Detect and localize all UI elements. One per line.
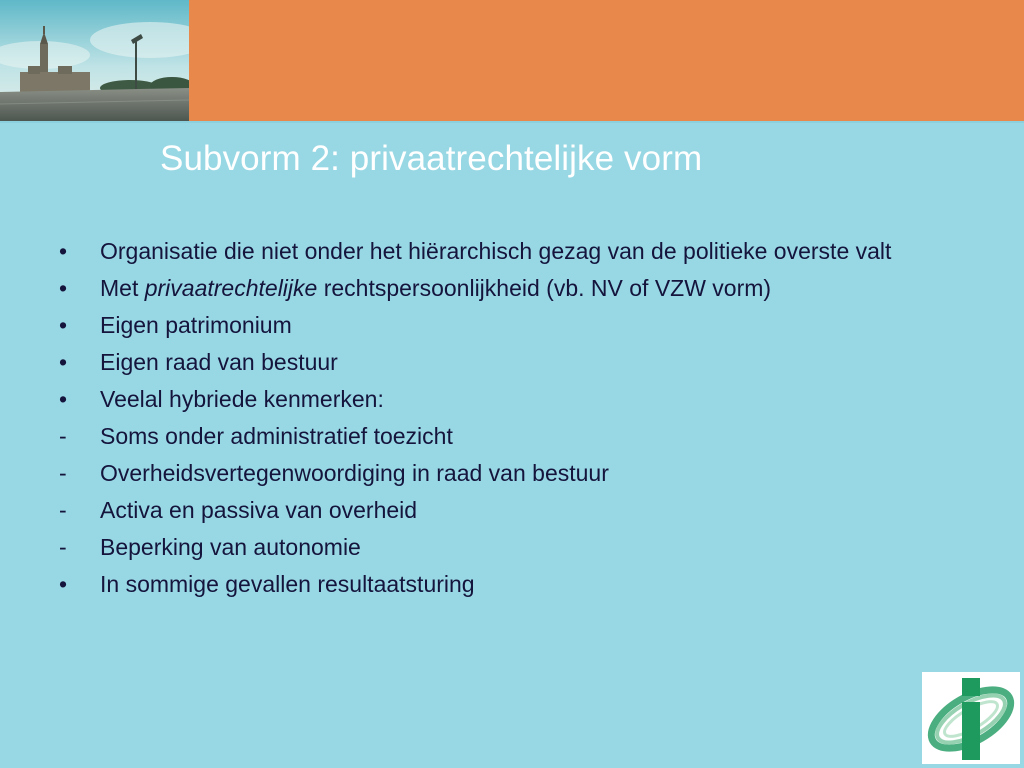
list-item (56, 348, 956, 376)
list-item-text: In sommige gevallen resultaatsturing (100, 571, 475, 597)
bullet-marker: • (59, 275, 68, 301)
list-item-text: Soms onder administratief toezicht (100, 423, 453, 449)
dash-marker: - (59, 460, 67, 486)
list-item (56, 385, 956, 413)
header-divider (0, 121, 1024, 123)
list-item (56, 533, 956, 561)
bullet-list (56, 237, 956, 607)
bullet-marker: • (59, 312, 68, 338)
banner-city-photo (0, 0, 189, 121)
bullet-marker: • (59, 386, 68, 412)
list-item (56, 496, 956, 524)
list-item-text: Beperking van autonomie (100, 534, 361, 560)
slide-title: Subvorm 2: privaatrechtelijke vorm (160, 139, 703, 178)
list-item-text: Overheidsvertegenwoordiging in raad van bestuur (100, 460, 609, 486)
dash-marker: - (59, 534, 67, 560)
organization-logo (922, 672, 1020, 764)
list-item (56, 311, 956, 339)
list-item (56, 459, 956, 487)
list-item-text: Veelal hybriede kenmerken: (100, 386, 384, 412)
list-item-text-suffix: rechtspersoonlijkheid (vb. NV of VZW vorm) (317, 275, 772, 301)
list-item (56, 422, 956, 450)
list-item-text: Eigen patrimonium (100, 312, 292, 338)
list-item-text-prefix: Met (100, 275, 145, 301)
list-item (56, 570, 956, 598)
list-item-text: Eigen raad van bestuur (100, 349, 338, 375)
list-item (56, 274, 956, 302)
bullet-marker: • (59, 571, 68, 597)
list-item (56, 237, 956, 265)
bullet-marker: • (59, 349, 68, 375)
list-item-emphasis: privaatrechtelijke (144, 275, 318, 301)
dash-marker: - (59, 423, 67, 449)
list-item-text: Activa en passiva van overheid (100, 497, 418, 523)
header-banner (189, 0, 1024, 121)
list-item-text: Organisatie die niet onder het hiërarchisch gezag van de politieke overste valt (100, 238, 892, 264)
dash-marker: - (59, 497, 67, 523)
bullet-marker: • (59, 238, 68, 264)
